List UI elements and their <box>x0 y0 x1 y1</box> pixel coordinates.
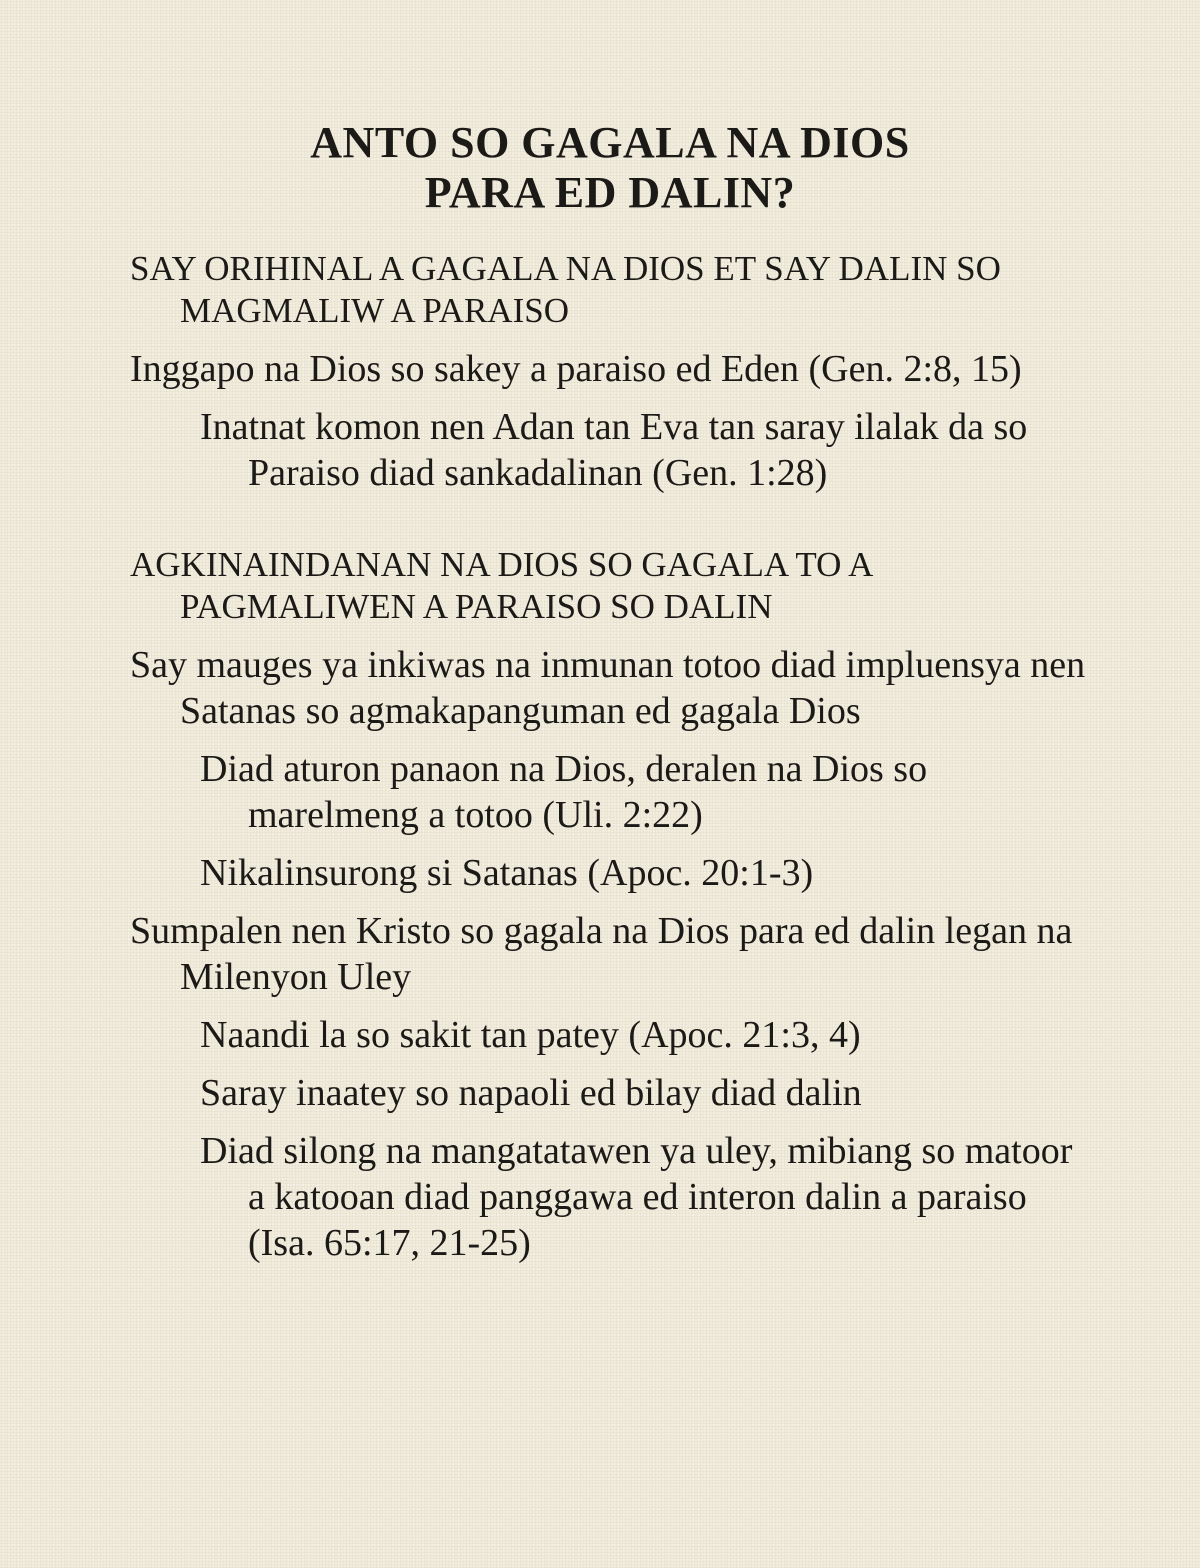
outline-subpoint: Saray inaatey so napaoli ed bilay diad dalin <box>200 1072 862 1114</box>
section-purpose-unchanged <box>130 544 1090 1266</box>
section-spacer <box>130 508 1090 544</box>
page-title <box>130 118 1090 218</box>
outline-point: Inggapo na Dios so sakey a paraiso ed Eden (Gen. 2:8, 15) <box>130 348 1022 390</box>
outline-subpoint: Inatnat komon nen Adan tan Eva tan saray ilalak da so Paraiso diad sankadalinan (Gen. 1:28) <box>200 406 1028 494</box>
section-original-purpose <box>130 248 1090 496</box>
outline-subpoint: Diad aturon panaon na Dios, deralen na Dios so marelmeng a totoo (Uli. 2:22) <box>200 748 928 836</box>
outline-point: Sumpalen nen Kristo so gagala na Dios para ed dalin legan na Milenyon Uley <box>130 910 1073 998</box>
outline-subpoint: Diad silong na mangatatawen ya uley, mibiang so matoor a katooan diad panggawa ed interon dalin a paraiso (Isa. 65:17, 21-25) <box>200 1130 1073 1264</box>
title-line-2: PARA ED DALIN? <box>424 168 796 217</box>
outline-subpoint: Nikalinsurong si Satanas (Apoc. 20:1-3) <box>200 852 814 894</box>
section-heading: SAY ORIHINAL A GAGALA NA DIOS ET SAY DALIN SO MAGMALIW A PARAISO <box>130 249 1001 330</box>
title-line-1: ANTO SO GAGALA NA DIOS <box>310 118 910 167</box>
section-heading: AGKINAINDANAN NA DIOS SO GAGALA TO A PAGMALIWEN A PARAISO SO DALIN <box>130 545 872 626</box>
outline-point: Say mauges ya inkiwas na inmunan totoo diad impluensya nen Satanas so agmakapanguman ed gagala Dios <box>130 644 1086 732</box>
outline-subpoint: Naandi la so sakit tan patey (Apoc. 21:3, 4) <box>200 1014 861 1056</box>
outline-page <box>130 118 1090 1278</box>
